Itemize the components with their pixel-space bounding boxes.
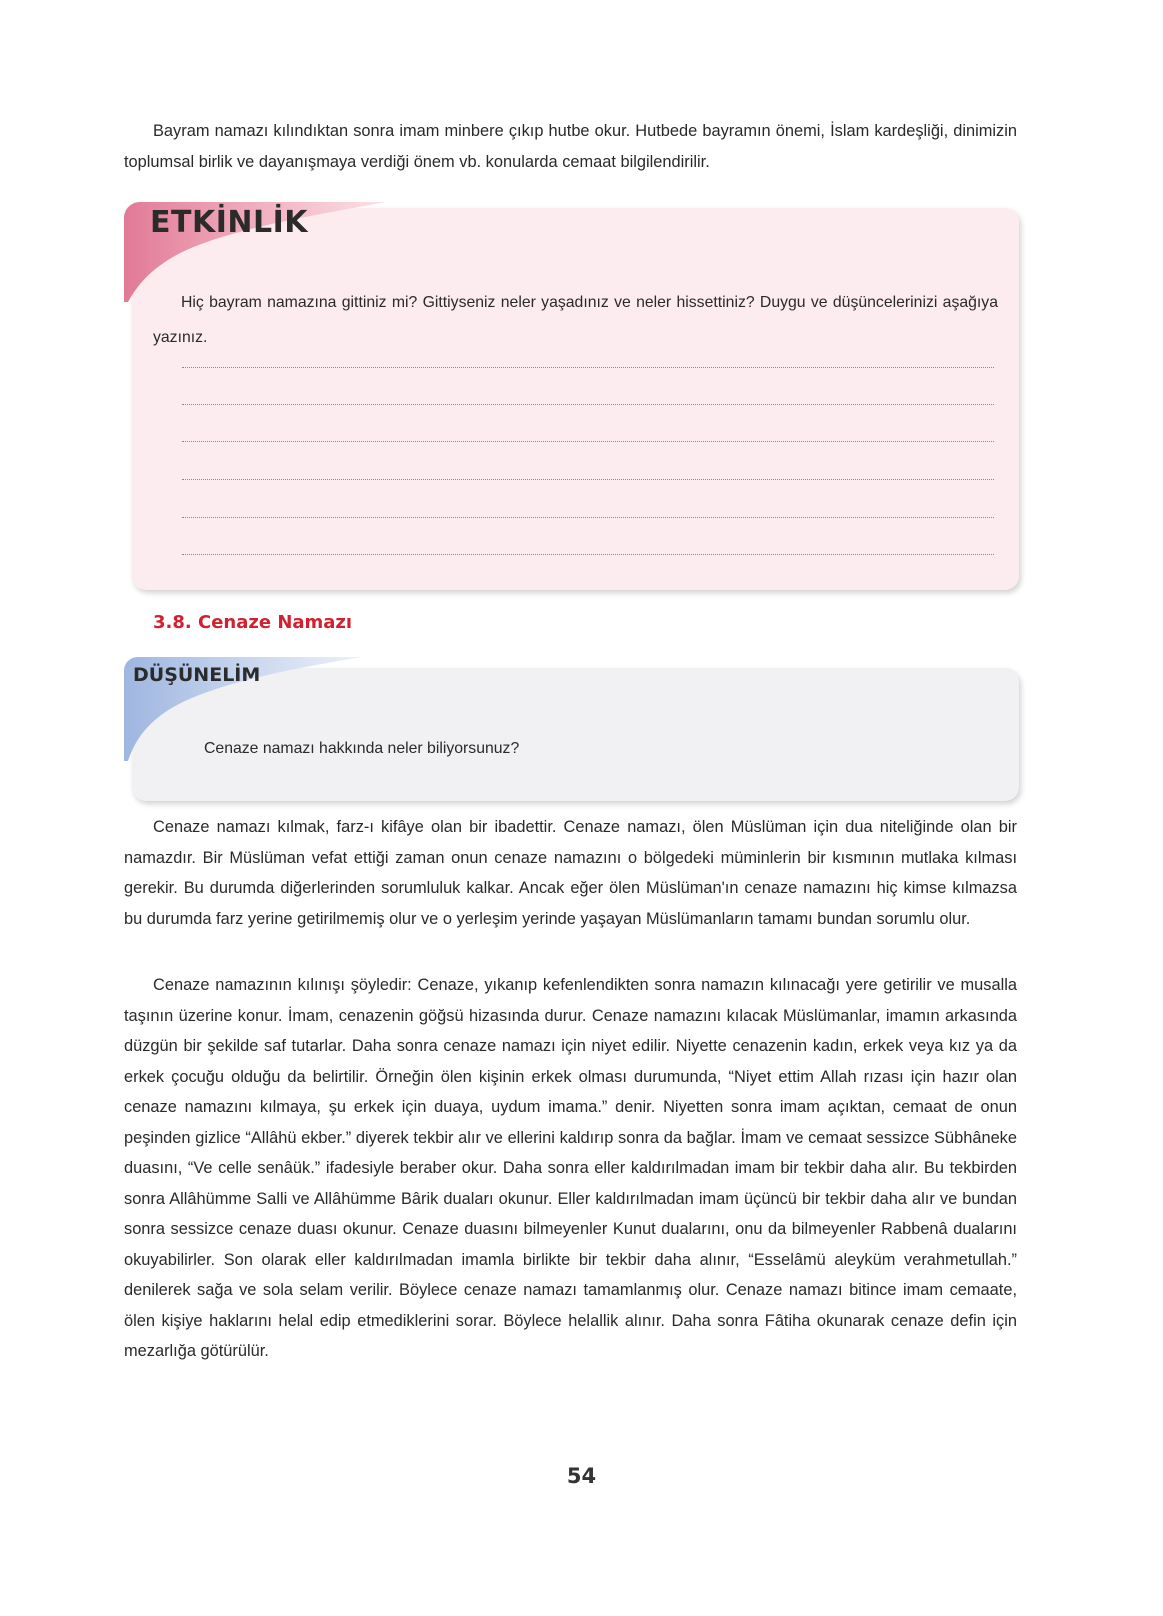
section-heading: 3.8. Cenaze Namazı [153,612,353,633]
etkinlik-question: Hiç bayram namazına gittiniz mi? Gittiyseniz neler yaşadınız ve neler hissettiniz? Duygu ve düşüncelerinizi aşağıya yazınız. [153,294,998,346]
body-paragraph: Cenaze namazının kılınışı şöyledir: Cenaze, yıkanıp kefenlendikten sonra namazın kılınacağı yere getirilir ve musalla taşının üzerine konur. İmam, cenazenin göğsü hizasında durur. Cenaze namazını kılacak Müslümanlar, imamın arkasında düzgün bir şekilde saf tutarlar. Daha sonra cenaze namazı için niyet edilir. Niyette cenazenin kadın, erkek veya kız ya da erkek çocuğu olduğu da belirtilir. Örneğin ölen kişinin erkek olması durumunda, “Niyet ettim Allah rızası için hazır olan cenaze namazını kılmaya, şu erkek için duaya, uydum imama.” denir. Niyetten sonra imam açıktan, cemaat de onun peşinden gizlice “Allâhü ekber.” diyerek tekbir alır ve ellerini kaldırıp sonra da bağlar. İmam ve cemaat sessizce Sübhâneke duasını, “Ve celle senâük.” ifadesiyle beraber okur. Daha sonra eller kaldırılmadan imam bir tekbir daha alır. Bu tekbirden sonra Allâhümme Salli ve Allâhümme Bârik duaları okunur. Eller kaldırılmadan imam üçüncü bir tekbir daha alır ve bundan sonra sessizce cenaze duası okunur. Cenaze duasını bilmeyenler Kunut dualarını, onu da bilmeyenler Rabbenâ dualarını okuyabilirler. Son olarak eller kaldırılmadan imamla birlikte bir tekbir daha alınır, “Esselâmü aleyküm verahmetullah.” denilerek sağa ve sola selam verilir. Böylece cenaze namazı tamamlanmış olur. Cenaze namazı bitince imam cemaate, ölen kişiye haklarını helal edip etmediklerini sorar. Böylece helallik alınır. Daha sonra Fâtiha okunarak cenaze defin için mezarlığa götürülür. [124,976,1017,1360]
answer-line[interactable] [182,479,994,480]
answer-line[interactable] [182,517,994,518]
dusunelim-title: DÜŞÜNELİM [133,664,261,686]
dusunelim-question: Cenaze namazı hakkında neler biliyorsunuz? [204,740,520,757]
answer-line[interactable] [182,554,994,555]
etkinlik-title: ETKİNLİK [150,205,308,240]
body-paragraph: Cenaze namazı kılmak, farz-ı kifâye olan bir ibadettir. Cenaze namazı, ölen Müslüman için dua niteliğinde olan bir namazdır. Bir Müslüman vefat ettiği zaman onun cenaze namazını o bölgedeki müminlerin bir kısmının mutlaka kılması gerekir. Bu durumda diğerlerinden sorumluluk kalkar. Ancak eğer ölen Müslüman'ın cenaze namazını hiç kimse kılmazsa bu durumda farz yerine getirilmemiş olur ve o yerleşim yerinde yaşayan Müslümanların tamamı bundan sorumlu olur. [124,818,1017,928]
page-number: 54 [566,1464,597,1488]
intro-paragraph: Bayram namazı kılındıktan sonra imam minbere çıkıp hutbe okur. Hutbede bayramın önemi, İslam kardeşliği, dinimizin toplumsal birlik ve dayanışmaya verdiği önem vb. konularda cemaat bilgilendirilir. [124,122,1017,171]
answer-line[interactable] [182,404,994,405]
answer-line[interactable] [182,367,994,368]
answer-line[interactable] [182,441,994,442]
